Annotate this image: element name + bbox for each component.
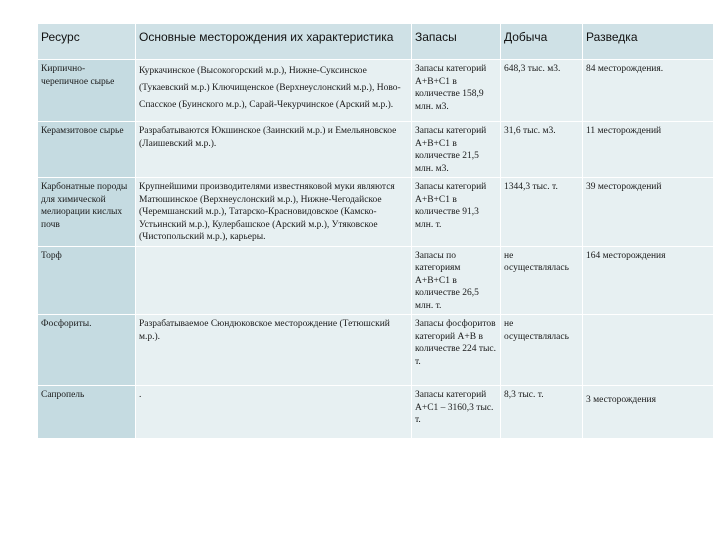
cell-production: не осуществлялась [501, 315, 583, 386]
cell-reserves: Запасы категорий А+В+С1 в количестве 91,3 млн. т. [412, 178, 501, 247]
header-deposits: Основные месторождения их характеристика [136, 24, 412, 60]
cell-exploration: 3 месторождения [583, 386, 714, 439]
table-row [38, 60, 714, 122]
cell-exploration [583, 315, 714, 386]
table-row [38, 386, 714, 439]
cell-resource: Кирпично-черепичное сырье [38, 60, 136, 122]
cell-production: 8,3 тыс. т. [501, 386, 583, 439]
cell-production: 648,3 тыс. м3. [501, 60, 583, 122]
header-reserves: Запасы [412, 24, 501, 60]
cell-reserves: Запасы категорий А+В+С1 в количестве 21,5 млн. м3. [412, 122, 501, 178]
cell-resource: Сапропель [38, 386, 136, 439]
table-row [38, 122, 714, 178]
cell-resource: Керамзитовое сырье [38, 122, 136, 178]
cell-deposits [136, 246, 412, 315]
cell-resource: Торф [38, 246, 136, 315]
table-row [38, 246, 714, 315]
cell-exploration: 39 месторождений [583, 178, 714, 247]
table-row [38, 315, 714, 386]
table-header-row [38, 24, 714, 60]
cell-reserves: Запасы категорий А+С1 – 3160,3 тыс. т. [412, 386, 501, 439]
cell-exploration: 84 месторождения. [583, 60, 714, 122]
cell-deposits: . [136, 386, 412, 439]
cell-reserves: Запасы категорий А+В+С1 в количестве 158,9 млн. м3. [412, 60, 501, 122]
cell-resource: Фосфориты. [38, 315, 136, 386]
resources-table [37, 23, 714, 439]
cell-production: не осуществлялась [501, 246, 583, 315]
cell-production: 31,6 тыс. м3. [501, 122, 583, 178]
cell-reserves: Запасы по категориям А+В+С1 в количестве 26,5 млн. т. [412, 246, 501, 315]
cell-exploration: 11 месторождений [583, 122, 714, 178]
cell-deposits: Крупнейшими производителями известняковой муки являются Матюшинское (Верхнеуслонский м.р.), Нижне-Чегодайское (Черемшанский м.р.), Татарско-Красновидовское (Камско-Устьинский м.р.), Кулербашское (Арский м.р.), Утяковское (Чистопольский м.р.), карьеры. [136, 178, 412, 247]
resources-table-container [37, 23, 713, 439]
cell-deposits: Разрабатываются Юкшинское (Заинский м.р.) и Емельяновское (Лаишевский м.р.). [136, 122, 412, 178]
cell-deposits: Разрабатываемое Сюндюковское месторождение (Тетюшский м.р.). [136, 315, 412, 386]
cell-production: 1344,3 тыс. т. [501, 178, 583, 247]
cell-resource: Карбонатные породы для химической мелиорации кислых почв [38, 178, 136, 247]
header-exploration: Разведка [583, 24, 714, 60]
header-production: Добыча [501, 24, 583, 60]
header-resource: Ресурс [38, 24, 136, 60]
cell-exploration: 164 месторождения [583, 246, 714, 315]
cell-reserves: Запасы фосфоритов категорий А+В в количестве 224 тыс. т. [412, 315, 501, 386]
cell-deposits: Куркачинское (Высокогорский м.р.), Нижне-Суксинское (Тукаевский м.р.) Ключищенское (Верхнеуслонский м.р.), Ново-Спасское (Буинского м.р.), Сарай-Чекурчинское (Арский м.р.). [136, 60, 412, 122]
table-row [38, 178, 714, 247]
